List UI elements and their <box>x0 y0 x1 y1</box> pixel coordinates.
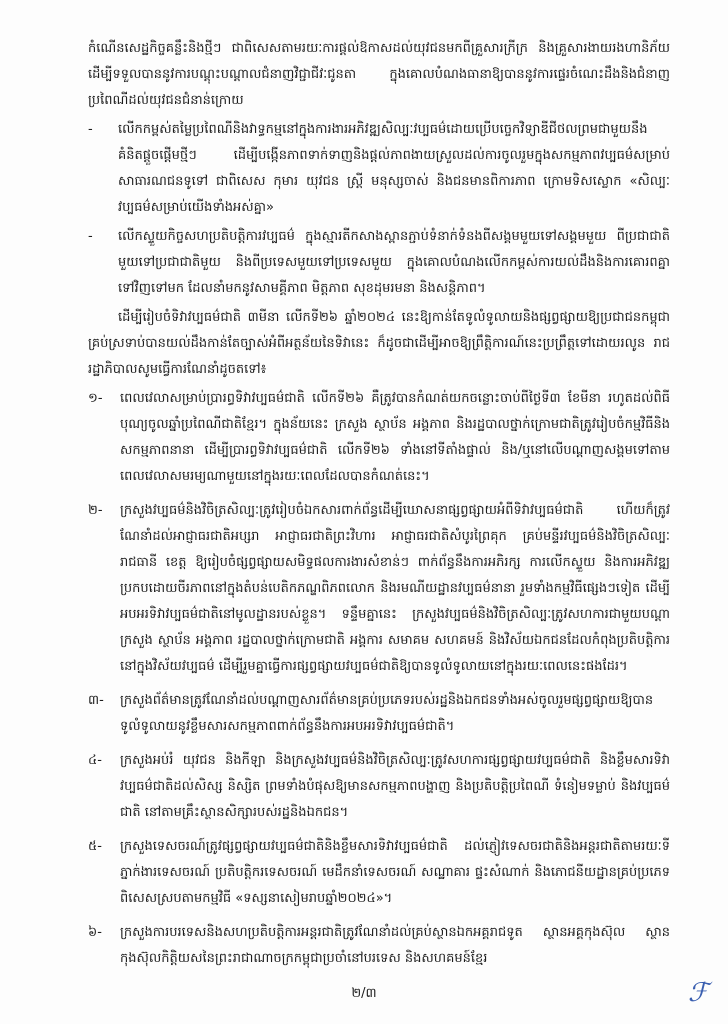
page-number: ២/៣ <box>351 986 377 1001</box>
bullet-text: លើកកម្ពស់តម្លៃប្រពៃណីនិងវាទ្ធកម្មនៅក្នុងការងារអភិវឌ្ឍសិល្បៈវប្បធម៌ដោយប្រើបច្ចេកវិទ្យាឌីជីថលព្រមជាមួយនឹងគំនិតផ្តួចផ្តើមថ្មីៗ ដើម្បីបង្កើនភាពទាក់ទាញនិងផ្តល់ភាពងាយស្រួលដល់ការចូលរួមក្នុងសកម្មភាពវប្បធម៌សម្រាប់សាធារណជនទូទៅ ជាពិសេស កុមារ យុវជន ស្ត្រី មនុស្សចាស់ និងជនមានពិការភាព ក្រោមទិសស្លោក «សិល្បៈវប្បធម៌សម្រាប់យើងទាំងអស់គ្នា» <box>118 122 670 215</box>
item-text: ក្រសួងទេសចរណ៍ត្រូវផ្សព្វផ្សាយវប្បធម៌ជាតិនិងខ្លឹមសារទិវាវប្បធម៌ជាតិ ដល់ភ្ញៀវទេសចរជាតិនិងអន្តរជាតិតាមរយៈទីភ្នាក់ងារទេសចរណ៍ ប្រតិបត្តិករទេសចរណ៍ មេដឹកនាំទេសចរណ៍ សណ្ឋាគារ ផ្ទះសំណាក់ និងភោជនីយដ្ឋានគ្រប់ប្រភេទ ពិសេសស្របតាមកម្មវិធី «ទស្សនាសៀមរាបឆ្នាំ២០២៤»។ <box>120 839 670 906</box>
document-body <box>88 36 670 980</box>
bullet-mark: - <box>88 229 93 244</box>
numbered-item <box>88 386 670 490</box>
bullet-mark: - <box>88 122 93 137</box>
item-number: ៦- <box>88 925 102 940</box>
item-number: ២- <box>88 503 103 518</box>
numbered-item <box>88 498 670 680</box>
item-text: ក្រសួងការបរទេសនិងសហប្រតិបត្តិការអន្តរជាតិត្រូវណែនាំដល់គ្រប់ស្ថានឯកអគ្គរាជទូត ស្ថានអគ្គកុងស៊ុល ស្ថានកុងស៊ុលកិត្តិយសនៃព្រះរាជាណាចក្រកម្ពុជាប្រចាំនៅបរទេស និងសហគមន៍ខ្មែរ <box>120 925 670 966</box>
bullet-item <box>88 117 670 221</box>
numbered-item <box>88 748 670 826</box>
main-paragraph: ដើម្បីរៀបចំទិវាវប្បធម៌ជាតិ ៣មីនា លើកទី២៦ ឆ្នាំ២០២៤ នេះឱ្យកាន់តែទូលំទូលាយនិងផ្សព្វផ្សាយឱ្យប្រជាជនកម្ពុជាគ្រប់ស្រទាប់បានយល់ដឹងកាន់តែច្បាស់អំពីអត្ថន័យនៃទិវានេះ ក៏ដូចជាដើម្បីអាចឱ្យព្រឹត្តិការណ៍នេះប្រព្រឹត្តទៅដោយរលូន រាជរដ្ឋាភិបាលសូមធ្វើការណែនាំដូចតទៅ៖ <box>88 310 670 377</box>
item-text: ក្រសួងអប់រំ យុវជន និងកីឡា និងក្រសួងវប្បធម៌និងវិចិត្រសិល្បៈត្រូវសហការផ្សព្វផ្សាយវប្បធម៌ជាតិ និងខ្លឹមសារទិវាវប្បធម៌ជាតិដល់សិស្ស និស្សិត ព្រមទាំងបំផុសឱ្យមានសកម្មភាពបង្ហាញ និងប្រតិបត្តិប្រពៃណី ទំនៀមទម្លាប់ និងវប្បធម៌ជាតិ នៅតាមគ្រឹះស្ថានសិក្សារបស់រដ្ឋនិងឯកជន។ <box>120 753 670 820</box>
bullet-text: លើកស្ទួយកិច្ចសហប្រតិបត្តិការវប្បធម៌ ក្នុងស្មារតីកសាងស្ពានភ្ជាប់ទំនាក់ទំនងពីសង្គមមួយទៅសង្គមមួយ ពីប្រជាជាតិមួយទៅប្រជាជាតិមួយ និងពីប្រទេសមួយទៅប្រទេសមួយ ក្នុងគោលបំណងលើកកម្ពស់ការយល់ដឹងនិងការគោរពគ្នាទៅវិញទៅមក ដែលនាំមកនូវសាមគ្គីភាព មិត្តភាព សុខដុមរមនា និងសន្តិភាព។ <box>118 229 670 296</box>
numbered-item <box>88 834 670 912</box>
numbered-item <box>88 688 670 740</box>
item-number: ១- <box>88 391 103 406</box>
item-text: ក្រសួងព័ត៌មានត្រូវណែនាំដល់បណ្តាញសារព័ត៌មានគ្រប់ប្រភេទរបស់រដ្ឋនិងឯកជនទាំងអស់ចូលរួមផ្សព្វផ្សាយឱ្យបានទូលំទូលាយនូវខ្លឹមសារសកម្មភាពពាក់ព័ន្ធនឹងការអបអរទិវាវប្បធម៌ជាតិ។ <box>120 693 654 734</box>
item-text: ក្រសួងវប្បធម៌និងវិចិត្រសិល្បៈត្រូវរៀបចំឯកសារពាក់ព័ន្ធដើម្បីឃោសនាផ្សព្វផ្សាយអំពីទិវាវប្បធម៌ជាតិ ហើយក៏ត្រូវណែនាំដល់អាជ្ញាធរជាតិអប្សរា អាជ្ញាធរជាតិព្រះវិហារ អាជ្ញាធរជាតិសំបូរព្រៃគុក គ្រប់មន្ទីរវប្បធម៌និងវិចិត្រសិល្បៈរាជធានី ខេត្ត ឱ្យរៀបចំផ្សព្វផ្សាយសមិទ្ធផលការងារសំខាន់ៗ ពាក់ព័ន្ធនឹងការអភិរក្ស ការលើកស្ទួយ និងការអភិវឌ្ឍប្រកបដោយចីរភាពនៅក្នុងតំបន់បេតិកភណ្ឌពិភពលោក និងរមណីយដ្ឋានវប្បធម៌នានា រួមទាំងកម្មវិធីផ្សេងៗទៀត ដើម្បីអបអរទិវាវប្បធម៌ជាតិនៅមូលដ្ឋានរបស់ខ្លួន។ ទន្ទឹមគ្នានេះ ក្រសួងវប្បធម៌និងវិចិត្រសិល្បៈត្រូវសហការជាមួយបណ្តាក្រសួង ស្ថាប័ន អង្គភាព រដ្ឋបាលថ្នាក់ក្រោមជាតិ អង្គការ សមាគម សហគមន៍ និងវិស័យឯកជនដែលកំពុងប្រតិបត្តិការនៅក្នុងវិស័យវប្បធម៌ ដើម្បីរួមគ្នាធ្វើការផ្សព្វផ្សាយវប្បធម៌ជាតិឱ្យបានទូលំទូលាយនៅក្នុងរយៈពេលនេះផងដែរ។ <box>120 503 670 674</box>
intro-continuation: កំណើនសេដ្ឋកិច្ចគន្លឹះនិងថ្មីៗ ជាពិសេសតាមរយៈការផ្តល់ឱកាសដល់យុវជនមកពីគ្រួសារក្រីក្រ និងគ្រួសារងាយរងហានិភ័យដើម្បីទទួលបាននូវការបណ្តុះបណ្តាលជំនាញវិជ្ជាជីវៈជូនតា ក្នុងគោលបំណងធានាឱ្យបាននូវការផ្ទេរចំណេះដឹងនិងជំនាញប្រពៃណីដល់យុវជនជំនាន់ក្រោយ <box>88 41 670 108</box>
bullet-item <box>88 224 670 302</box>
item-text: ពេលវេលាសម្រាប់ប្រារព្ធទិវាវប្បធម៌ជាតិ លើកទី២៦ គឺត្រូវបានកំណត់យកចន្លោះចាប់ពីថ្ងៃទី៣ ខែមីនា រហូតដល់ពិធីបុណ្យចូលឆ្នាំប្រពៃណីជាតិខ្មែរ។ ក្នុងន័យនេះ ក្រសួង ស្ថាប័ន អង្គភាព និងរដ្ឋបាលថ្នាក់ក្រោមជាតិត្រូវរៀបចំកម្មវិធីនិងសកម្មភាពនានា ដើម្បីប្រារព្ធទិវាវប្បធម៌ជាតិ លើកទី២៦ ទាំងនៅទីតាំងផ្ទាល់ និង/ឬនៅលើបណ្តាញសង្គមទៅតាមពេលវេលាសមរម្យណាមួយនៅក្នុងរយៈពេលដែលបានកំណត់នេះ។ <box>120 391 670 484</box>
item-number: ៥- <box>88 839 102 854</box>
item-number: ៤- <box>88 753 102 768</box>
handwritten-initials: ℱ <box>688 978 709 1008</box>
numbered-item <box>88 920 670 972</box>
item-number: ៣- <box>88 693 104 708</box>
